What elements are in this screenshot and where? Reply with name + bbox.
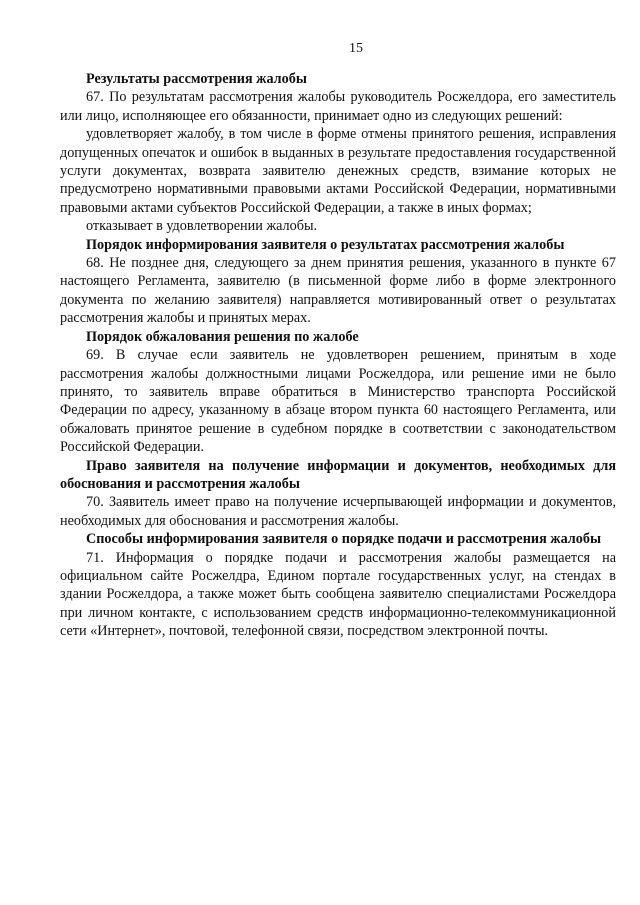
section-heading: Порядок обжалования решения по жалобе — [86, 328, 359, 345]
section-appeal-procedure — [60, 328, 616, 457]
section-heading: Право заявителя на получение информации и документов, необходимых для обоснования и рассмотрения жалобы — [60, 457, 616, 492]
paragraph-68: 68. Не позднее дня, следующего за днем принятия решения, указанного в пункте 67 настоящего Регламента, заявителю (в письменной форме либо в форме электронного документа по желанию заявителя) направляется мотивированный ответ о результатах рассмотрения жалобы и принятых мерах. — [60, 255, 616, 327]
section-heading: Способы информирования заявителя о порядке подачи и рассмотрения жалобы — [86, 531, 602, 548]
page-number: 15 — [349, 41, 363, 56]
paragraph-70: 70. Заявитель имеет право на получение исчерпывающей информации и документов, необходимых для обоснования и рассмотрения жалобы. — [60, 494, 616, 529]
paragraph-satisfy: удовлетворяет жалобу, в том числе в форме отмены принятого решения, исправления допущенных опечаток и ошибок в выданных в результате предоставления государственной услуги документах, возврата заявителю денежных средств, взимание которых не предусмотрено нормативными правовыми актами Российской Федерации, нормативными правовыми актами субъектов Российской Федерации, а также в иных формах; — [60, 126, 616, 216]
section-heading: Результаты рассмотрения жалобы — [86, 71, 307, 87]
paragraph-67: 67. По результатам рассмотрения жалобы руководитель Росжелдора, его заместитель или лицо, исполняющее его обязанности, принимает одно из следующих решений: — [60, 89, 616, 124]
section-right-to-information — [60, 457, 616, 531]
document-page — [60, 40, 616, 641]
section-informing-methods — [60, 530, 616, 640]
paragraph-refuse: отказывает в удовлетворении жалобы. — [86, 218, 318, 235]
paragraph-69: 69. В случае если заявитель не удовлетворен решением, принятым в ходе рассмотрения жалобы должностными лицами Росжелдора, или решение ими не было принято, то заявитель вправе обратиться в Министерство транспорта Российской Федерации по адресу, указанному в абзаце втором пункта 60 настоящего Регламента, или обжаловать принятое решение в судебном порядке в соответствии с законодательством Российской Федерации. — [60, 347, 616, 456]
section-complaint-results — [60, 70, 616, 236]
section-heading: Порядок информирования заявителя о результатах рассмотрения жалобы — [86, 236, 565, 253]
paragraph-71: 71. Информация о порядке подачи и рассмотрения жалобы размещается на официальном сайте Росжелдра, Едином портале государственных услуг, на стендах в здании Росжелдора, а также может быть сообщена заявителю специалистами Росжелдора при личном контакте, с использованием средств информационно-телекоммуникационной сети «Интернет», почтовой, телефонной связи, посредством электронной почты. — [60, 549, 616, 640]
section-informing-results — [60, 236, 616, 328]
